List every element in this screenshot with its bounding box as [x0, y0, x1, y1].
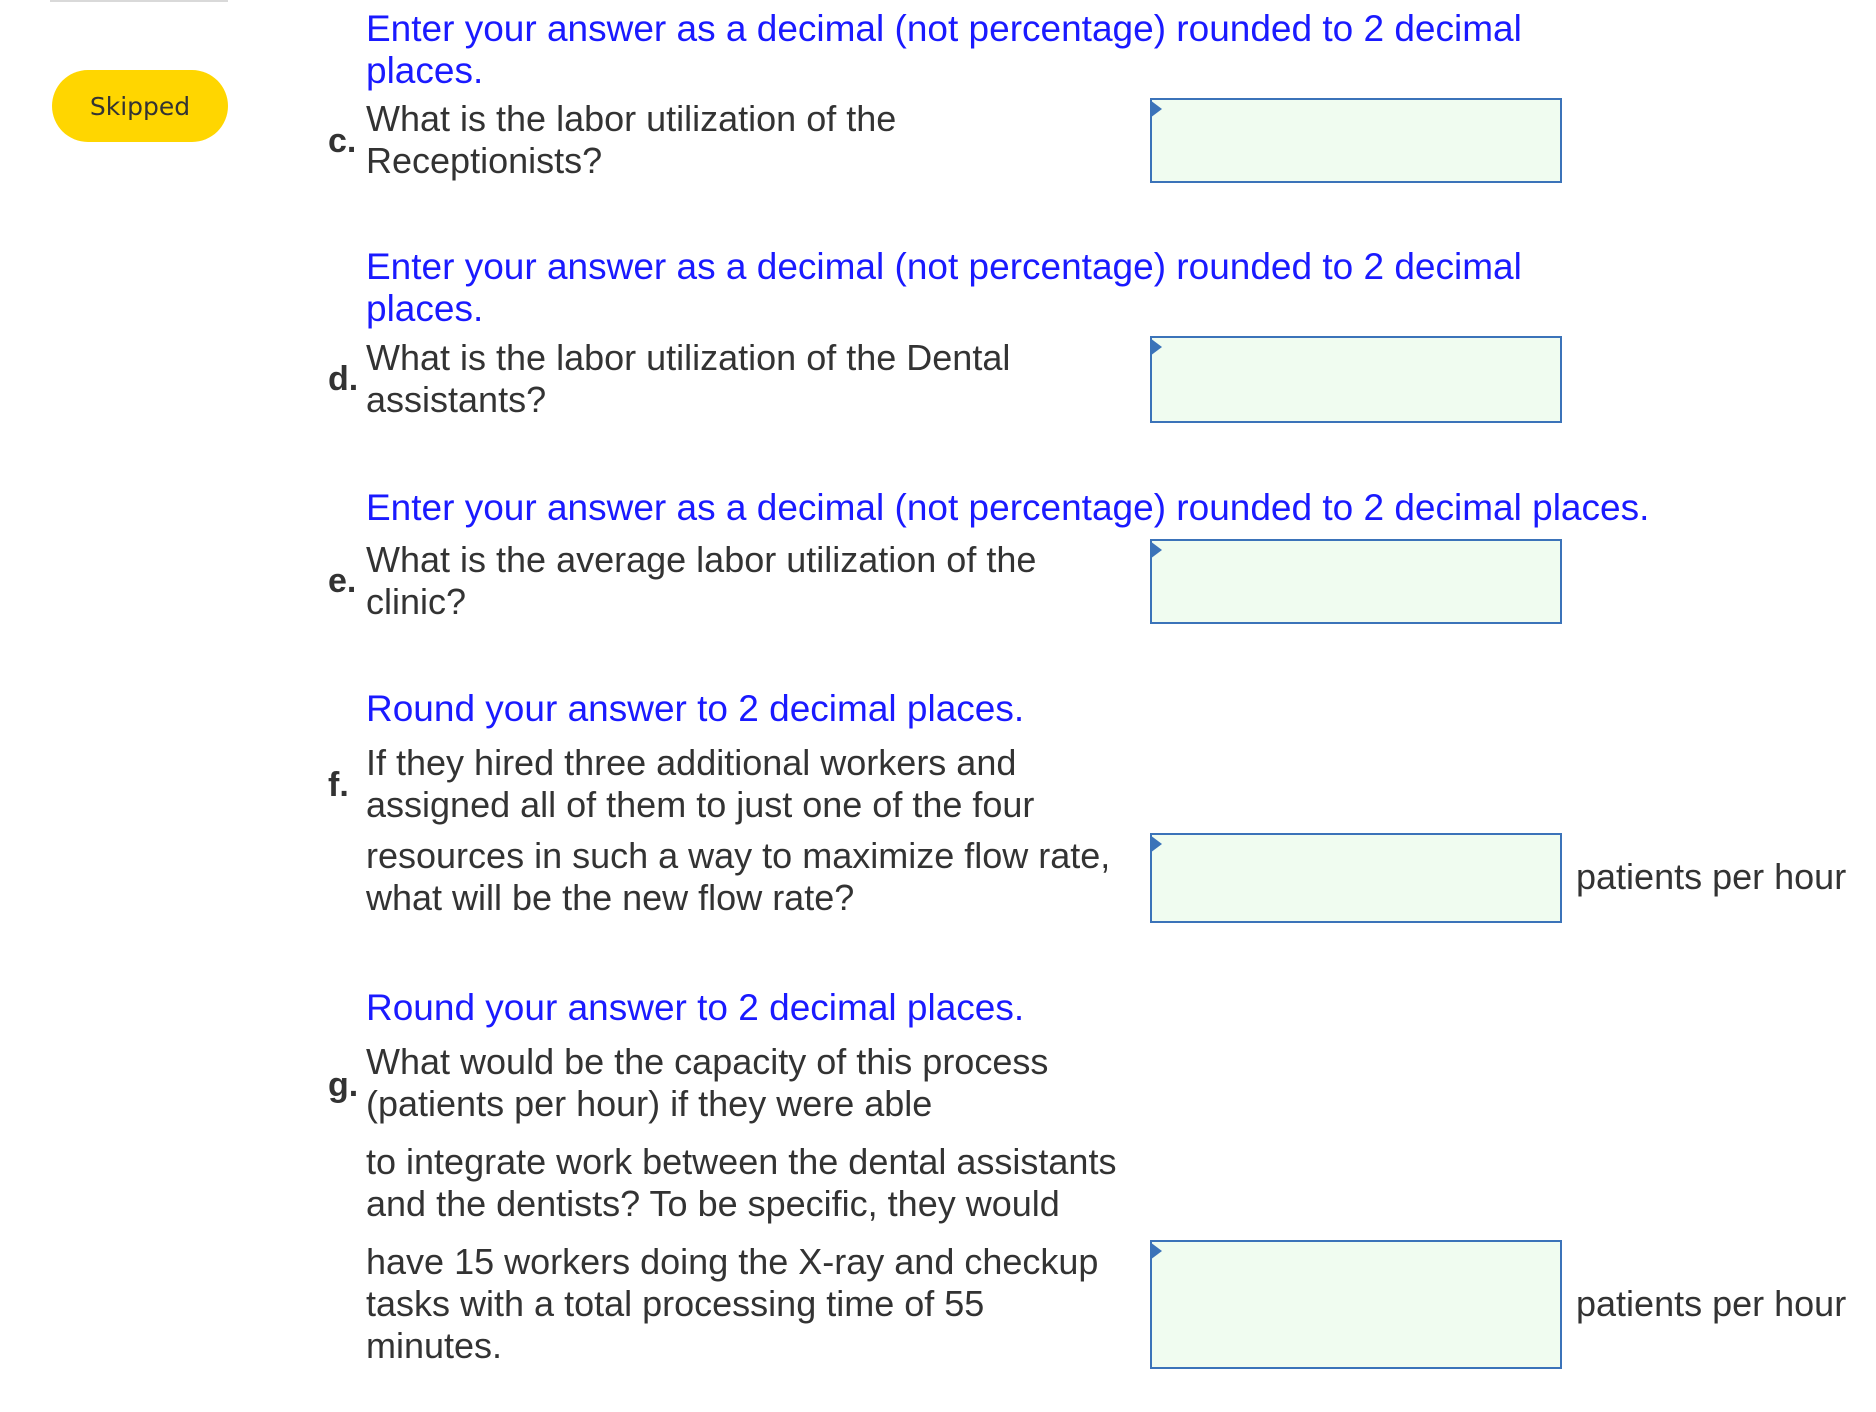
question-e: [366, 539, 1036, 623]
question-line: to integrate work between the dental assistants: [366, 1141, 1117, 1182]
question-g: [366, 1041, 1116, 1367]
unit-label-g: patients per hour: [1576, 1283, 1847, 1324]
instruction-line: places.: [366, 50, 484, 91]
question-c: [366, 98, 896, 182]
question-line: have 15 workers doing the X-ray and checkup: [366, 1241, 1099, 1282]
question-line: What is the labor utilization of the Dental: [366, 337, 1011, 378]
question-line: clinic?: [366, 581, 467, 622]
instruction-line: Enter your answer as a decimal (not percentage) rounded to 2 decimal: [366, 8, 1522, 49]
part-letter-c: c.: [328, 122, 357, 160]
question-line: What is the average labor utilization of the: [366, 539, 1037, 580]
answer-input-g[interactable]: [1150, 1240, 1562, 1369]
question-line: what will be the new flow rate?: [366, 877, 855, 918]
instruction-c: [366, 8, 1522, 92]
instruction-line: Enter your answer as a decimal (not percentage) rounded to 2 decimal: [366, 246, 1522, 287]
flag-icon: [1150, 541, 1162, 559]
question-f: [366, 742, 1110, 919]
question-line: resources in such a way to maximize flow rate,: [366, 835, 1111, 876]
instruction-line: Enter your answer as a decimal (not percentage) rounded to 2 decimal places.: [366, 487, 1650, 528]
question-line: (patients per hour) if they were able: [366, 1083, 933, 1124]
question-line: What would be the capacity of this process: [366, 1041, 1049, 1082]
line-gap: [366, 1125, 1116, 1141]
answer-input-e[interactable]: [1150, 539, 1562, 624]
flag-icon: [1150, 338, 1162, 356]
instruction-line: Round your answer to 2 decimal places.: [366, 987, 1025, 1028]
instruction-line: Round your answer to 2 decimal places.: [366, 688, 1025, 729]
answer-input-f[interactable]: [1150, 833, 1562, 923]
flag-icon: [1150, 835, 1162, 853]
divider: [50, 0, 228, 2]
question-line: assigned all of them to just one of the four: [366, 784, 1035, 825]
instruction-f: [366, 688, 1024, 730]
line-gap: [366, 1225, 1116, 1241]
skipped-badge: Skipped: [52, 70, 228, 142]
flag-icon: [1150, 100, 1162, 118]
answer-input-d[interactable]: [1150, 336, 1562, 423]
instruction-e: [366, 487, 1649, 529]
part-letter-g: g.: [328, 1066, 359, 1104]
question-line: tasks with a total processing time of 55: [366, 1283, 985, 1324]
question-line: Receptionists?: [366, 140, 603, 181]
part-letter-e: e.: [328, 562, 357, 600]
question-line: If they hired three additional workers and: [366, 742, 1017, 783]
question-d: [366, 337, 1010, 421]
question-line: What is the labor utilization of the: [366, 98, 897, 139]
part-letter-f: f.: [328, 766, 349, 804]
instruction-line: places.: [366, 288, 484, 329]
instruction-g: [366, 987, 1024, 1029]
question-line: assistants?: [366, 379, 547, 420]
instruction-d: [366, 246, 1522, 330]
part-letter-d: d.: [328, 360, 359, 398]
flag-icon: [1150, 1242, 1162, 1260]
line-gap: [366, 826, 1110, 835]
question-line: minutes.: [366, 1325, 503, 1366]
answer-input-c[interactable]: [1150, 98, 1562, 183]
unit-label-f: patients per hour: [1576, 856, 1847, 897]
question-line: and the dentists? To be specific, they would: [366, 1183, 1060, 1224]
